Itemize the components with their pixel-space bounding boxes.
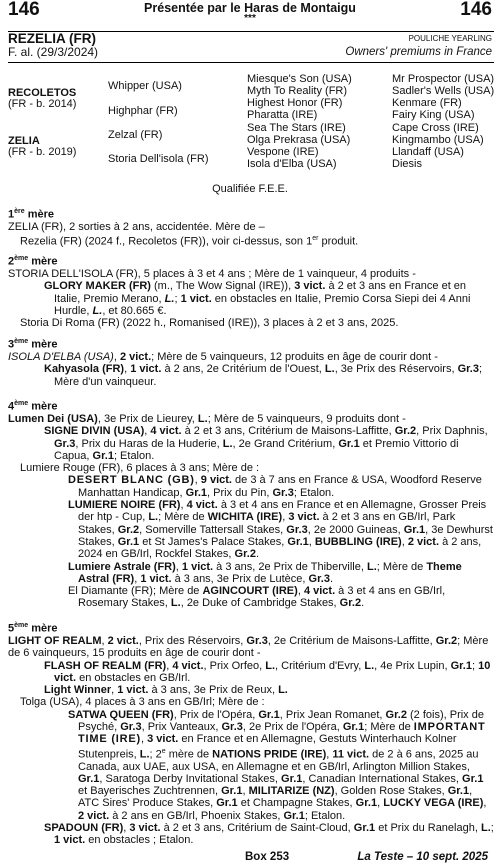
consignor-title: Présentée par le Haras de Montaigu xyxy=(144,1,356,15)
horse-category: POULICHE YEARLING xyxy=(408,34,492,43)
lot-number-right: 146 xyxy=(460,0,492,20)
pedigree-gen4-8: Diesis xyxy=(392,158,422,170)
pedigree-gen3-2: Myth To Reality (FR) xyxy=(247,85,348,97)
produce-lumiere-noire: LUMIERE NOIRE (FR), 4 vict. à 3 et 4 ans en France et en Allemagne, Grosser Preis der htp - Cup, L.; Mère de WICHITA (IRE), 3 vict. à 2 et 3 ans en GB/Irl, Park Stakes, Gr.2, Somerville Tattersall Stakes, Gr.3, 2e 2000 Guineas, Gr.1, 3e Dewhurst Stakes, Gr.1 et St James's Palace Stakes, Gr.1, BUBBLING (IRE), 2 vict. à 2 ans, 2024 en GB/Irl, Rockfel Stakes, Gr.2. xyxy=(68,499,493,561)
pedigree-gen2-1: Whipper (USA) xyxy=(108,80,182,92)
horse-name: REZELIA (FR) xyxy=(8,31,96,46)
sale-place-date: La Teste – 10 sept. 2025 xyxy=(357,851,488,863)
produce-glory-maker: GLORY MAKER (FR) (m., The Wow Signal (IRE)), 3 vict. à 2 et 3 ans en France et en Italie, Premio Merano, L.; 1 vict. en obstacles en Italie, Premio Corsa Siepi dei 4 Anni Hurdle, L., et 80.665 €. xyxy=(44,280,471,317)
pedigree-gen4-4: Fairy King (USA) xyxy=(392,109,475,121)
produce-light-winner: Light Winner, 1 vict. à 3 ans, 3e Prix de Reux, L. xyxy=(44,684,288,697)
produce-spadoun: SPADOUN (FR), 3 vict. à 2 et 3 ans, Critérium de Saint-Cloud, Gr.1 et Prix du Ranelagh, L.; 1 vict. en obstacles ; Etalon. xyxy=(44,822,494,847)
pedigree-gen4-2: Sadler's Wells (USA) xyxy=(392,85,495,97)
pedigree-gen3-3: Highest Honor (FR) xyxy=(247,97,343,109)
pedigree-gen3-6: Olga Prekrasa (USA) xyxy=(247,134,351,146)
produce-el-diamante: El Diamante (FR); Mère de AGINCOURT (IRE), 4 vict. à 3 et 4 ans en GB/Irl, Rosemary Stakes, L., 2e Duke of Cambridge Stakes, Gr.2. xyxy=(68,585,446,610)
pedigree-gen3-4: Pharatta (IRE) xyxy=(247,109,318,121)
section-heading: 1ère mère xyxy=(8,208,54,221)
pedigree-gen2-4: Storia Dell'isola (FR) xyxy=(108,153,209,165)
pedigree-gen4-1: Mr Prospector (USA) xyxy=(392,73,495,85)
lot-number-left: 146 xyxy=(8,0,40,20)
pedigree-gen4-7: Llandaff (USA) xyxy=(392,146,464,158)
fifth-dam-section xyxy=(8,620,494,847)
first-dam-line: ZELIA (FR), 2 sorties à 2 ans, accidentée. Mère de – xyxy=(8,220,265,233)
produce-flash-of-realm: FLASH OF REALM (FR), 4 vict., Prix Orfeo, L., Critérium d'Evry, L., 4e Prix Lupin, Gr.1; 10 vict. en obstacles en GB/Irl. xyxy=(44,659,491,684)
quality-stars: *** xyxy=(244,13,256,24)
produce-tolga: Tolga (USA), 4 places à 3 ans en GB/Irl; Mère de : xyxy=(20,696,265,709)
produce-signe-divin: SIGNE DIVIN (USA), 4 vict. à 2 et 3 ans, Critérium de Maisons-Laffitte, Gr.2, Prix Daphnis, Gr.3, Prix du Haras de la Huderie, L., 2e Grand Critérium, Gr.1 et Premio Vittorio di Capua, Gr.1; Etalon. xyxy=(44,425,488,462)
pedigree-gen4-6: Kingmambo (USA) xyxy=(392,134,484,146)
section-heading: 3ème mère xyxy=(8,338,58,351)
produce-desert-blanc: DESERT BLANC (GB), 9 vict. de 3 à 7 ans en France & USA, Woodford Reserve Manhattan Handicap, Gr.1, Prix du Pin, Gr.3; Etalon. xyxy=(68,474,482,499)
horse-sex-birth: F. al. (29/3/2024) xyxy=(8,45,99,59)
box-number: Box 253 xyxy=(245,851,290,863)
sire-info: (FR - b. 2014) xyxy=(8,98,77,110)
section-heading: 2ème mère xyxy=(8,255,58,268)
fourth-dam-section xyxy=(8,398,494,610)
pedigree-gen2-3: Zelzal (FR) xyxy=(108,129,163,141)
first-dam-section xyxy=(8,206,494,248)
produce-kahyasola: Kahyasola (FR), 1 vict. à 2 ans, 2e Critérium de l'Ouest, L., 3e Prix des Réservoirs, Gr.3; Mère d'un vainqueur. xyxy=(44,363,483,388)
section-heading: 4ème mère xyxy=(8,400,58,413)
dam-name: ZELIA xyxy=(8,135,40,147)
third-dam-section xyxy=(8,336,494,388)
produce-lumiere-astrale: Lumiere Astrale (FR), 1 vict. à 3 ans, 2e Prix de Thiberville, L.; Mère de Theme Astral (FR), 1 vict. à 3 ans, 3e Prix de Lutèce, Gr.3. xyxy=(68,560,462,585)
second-dam-line: STORIA DELL'ISOLA (FR), 5 places à 3 et 4 ans ; Mère de 1 vainqueur, 4 produits - xyxy=(8,267,416,280)
produce-lumiere-rouge: Lumiere Rouge (FR), 6 places à 3 ans; Mère de : xyxy=(20,462,260,475)
dam-info: (FR - b. 2019) xyxy=(8,146,77,158)
fourth-dam-line: Lumen Dei (USA), 3e Prix de Lieurey, L.; Mère de 5 vainqueurs, 9 produits dont - xyxy=(8,412,406,425)
qualification: Qualifiée F.E.E. xyxy=(212,183,288,195)
pedigree-gen4-3: Kenmare (FR) xyxy=(392,97,462,109)
pedigree-gen3-5: Sea The Stars (IRE) xyxy=(247,122,346,134)
sire-name: RECOLETOS xyxy=(8,87,77,99)
pedigree-divider xyxy=(8,62,494,63)
pedigree-gen4-5: Cape Cross (IRE) xyxy=(392,122,479,134)
produce-satwa-queen: SATWA QUEEN (FR), Prix de l'Opéra, Gr.1, Prix Jean Romanet, Gr.2 (2 fois), Prix de Psyché, Gr.3, Prix Vanteaux, Gr.3, 2e Prix de l'Opéra, Gr.1; Mère de IMPORTANT TIME (IRE), 3 vict. en France et en Allemagne, Gestuts Winterhauch Kolner Stutenpreis, L.; 2e mère de NATIONS PRIDE (IRE), 11 vict. de 2 à 6 ans, 2025 au Canada, aux UAE, aux USA, en Allemagne et en GB/Irl, Arlington Million Stakes, Gr.1, Saratoga Derby Invitational Stakes, Gr.1, Canadian International Stakes, Gr.1 et Bayerisches Zuchtrennen, Gr.1, MILITARIZE (NZ), Golden Rose Stakes, Gr.1, ATC Sires' Produce Stakes, Gr.1 et Champagne Stakes, Gr.1, LUCKY VEGA (IRE), 2 vict. à 2 ans en GB/Irl, Phoenix Stakes, Gr.1; Etalon. xyxy=(68,708,487,822)
pedigree-gen3-1: Miesque's Son (USA) xyxy=(247,73,352,85)
produce-storia-di-roma: Storia Di Roma (FR) (2022 h., Romanised (IRE)), 3 places à 2 et 3 ans, 2025. xyxy=(20,317,399,330)
owners-premium-note: Owners' premiums in France xyxy=(345,46,492,58)
pedigree-gen2-2: Highphar (FR) xyxy=(108,105,178,117)
first-dam-produce: Rezelia (FR) (2024 f., Recoletos (FR)), voir ci-dessus, son 1er produit. xyxy=(20,235,359,248)
section-heading: 5ème mère xyxy=(8,622,58,635)
pedigree-gen3-8: Isola d'Elba (USA) xyxy=(247,158,337,170)
fifth-dam-line: LIGHT OF REALM, 2 vict., Prix des Réservoirs, Gr.3, 2e Critérium de Maisons-Laffitte, Gr.2; Mère de 6 vainqueurs, 15 produits en âge de courir dont - xyxy=(8,634,489,660)
third-dam-line: ISOLA D'ELBA (USA), 2 vict.; Mère de 5 vainqueurs, 12 produits en âge de courir dont - xyxy=(8,350,438,363)
second-dam-section xyxy=(8,253,494,329)
pedigree-gen3-7: Vespone (IRE) xyxy=(247,146,319,158)
